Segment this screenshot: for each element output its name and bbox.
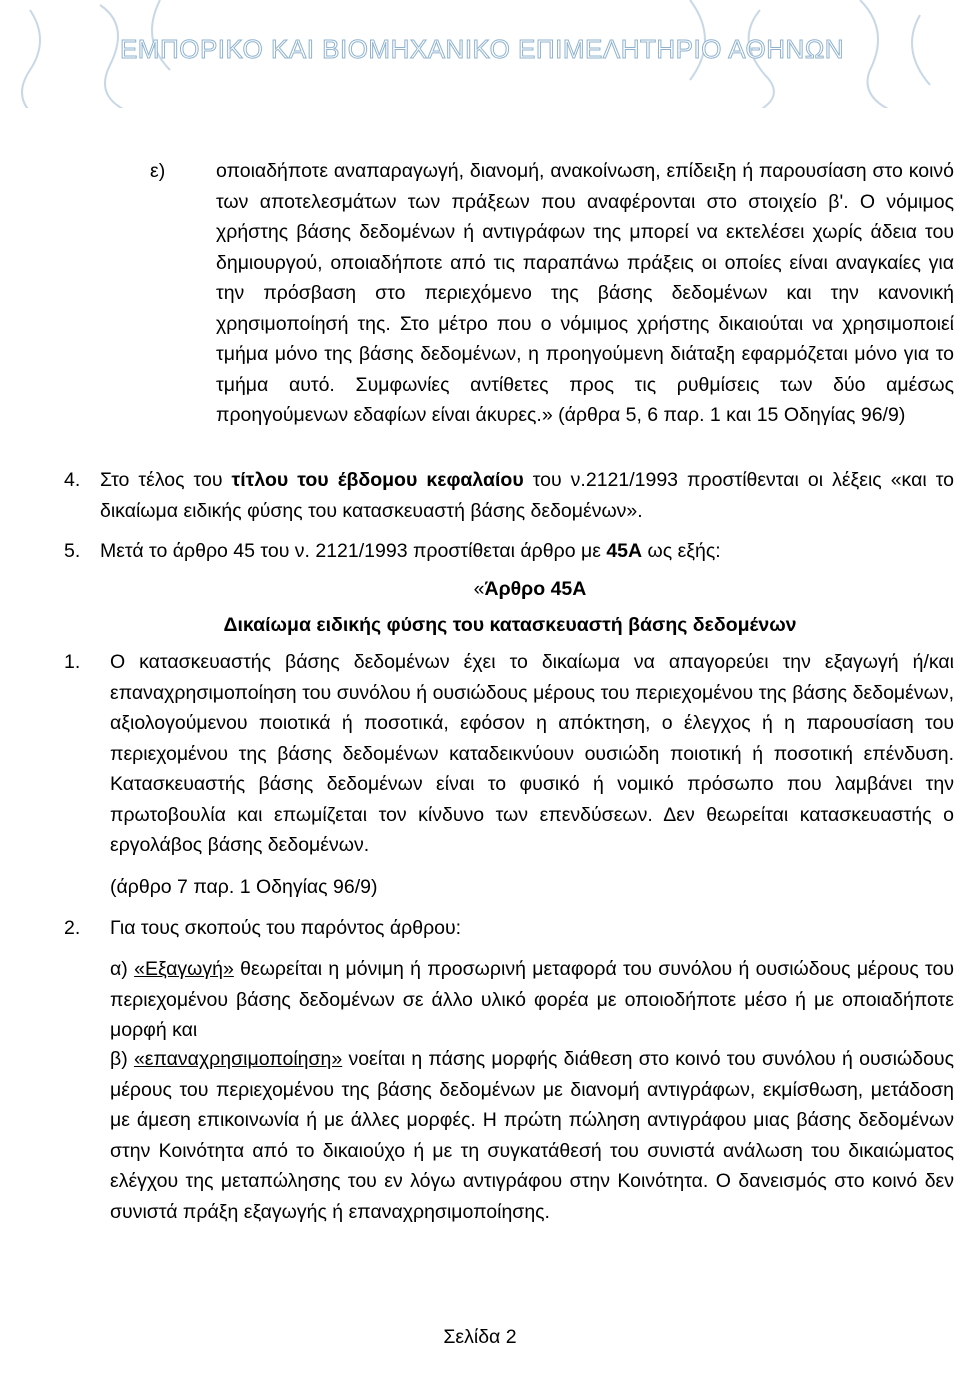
item-5-suffix: ως εξής: [642, 540, 721, 562]
para-1-citation: (άρθρο 7 παρ. 1 Οδηγίας 96/9) [110, 876, 378, 898]
para-2-b-term: «επαναχρησιμοποίηση» [133, 1048, 343, 1070]
para-2-b-text: νοείται η πάσης μορφής διάθεση στο κοινό του συνόλου ή ουσιώδους μέρους του περιεχομένου της βάσης δεδομένων με διανομή αντιγράφων, εκμίσθωση, μετάδοση με άμεση επικοινωνία ή με άλλες μορφές. Η πρώτη πώληση αντιγράφου μιας βάσης δεδομένων στην Κοινότητα από το δικαιούχο ή με τη συγκατάθεσή του συνιστά ανάλωση του δικαιώματος ελέγχου της μεταπώλησης του εν λόγω αντιγράφου στην Κοινότητα. Ο δανεισμός στο κοινό δεν συνιστά πράξη εξαγωγής ή επαναχρησιμοποίησης. [110, 1048, 954, 1223]
item-5-text [100, 536, 954, 567]
para-2-intro: Για τους σκοπούς του παρόντος άρθρου: [110, 917, 462, 939]
article-title-text: Άρθρο 45Α [484, 578, 587, 600]
organization-name: ΕΜΠΟΡΙΚΟ ΚΑΙ ΒΙΟΜΗΧΑΝΙΚΟ ΕΠΙΜΕΛΗΤΗΡΙΟ ΑΘΗΝΩΝ [119, 34, 845, 64]
item-4-text [100, 465, 954, 526]
para-2-a-term: «Εξαγωγή» [134, 958, 234, 980]
item-5-bold: 45Α [606, 540, 643, 562]
item-e-text: οποιαδήποτε αναπαραγωγή, διανομή, ανακοίνωση, επίδειξη ή παρουσίαση στο κοινό των αποτελεσμάτων των πράξεων που αναφέρονται στο στοιχείο β'. Ο νόμιμος χρήστης βάσης δεδομένων ή αντιγράφων της μπορεί να εκτελέσει χωρίς άδεια του δημιουργού, οποιαδήποτε από τις παραπάνω πράξεις οι οποίες είναι αναγκαίες για την πρόσβαση στο περιεχόμενο της βάσης δεδομένων και την κανονική χρησιμοποίησή της. Στο μέτρο που ο νόμιμος χρήστης δικαιούται να χρησιμοποιεί τμήμα μόνο της βάσης δεδομένων, η προηγούμενη διάταξη εφαρμόζεται μόνο για το τμήμα αυτό. Συμφωνίες αντίθετες προς τις ρυθμίσεις των δύο αμέσως προηγούμενων εδαφίων είναι άκυρες.» (άρθρα 5, 6 παρ. 1 και 15 Οδηγίας 96/9) [216, 160, 954, 426]
article-open-quote: « [473, 578, 485, 600]
para-2-label: 2. [64, 917, 81, 939]
letterhead [0, 0, 960, 108]
item-5-prefix: Μετά το άρθρο 45 του ν. 2121/1993 προστίθεται άρθρο με [100, 540, 607, 562]
para-2-a [110, 954, 954, 1046]
item-e-label: ε) [150, 160, 166, 182]
para-2-b-prefix: β) [110, 1048, 134, 1070]
article-subtitle-text: Δικαίωμα ειδικής φύσης του κατασκευαστή βάσης δεδομένων [223, 614, 797, 636]
page-number: Σελίδα 2 [443, 1326, 517, 1348]
para-2-b [110, 1044, 954, 1227]
para-1-label: 1. [64, 651, 81, 673]
item-4-prefix: Στο τέλος του [100, 469, 232, 491]
item-5-label: 5. [64, 540, 81, 562]
item-4-label: 4. [64, 469, 81, 491]
article-subtitle [60, 610, 960, 641]
item-4-suffix: του ν.2121/1993 προστίθενται οι λέξεις «και το δικαίωμα ειδικής φύσης του κατασκευαστή βάσης δεδομένων». [100, 469, 954, 522]
item-4-bold: τίτλου του έβδομου κεφαλαίου [231, 469, 524, 491]
article-title [100, 574, 960, 605]
para-2-a-text: θεωρείται η μόνιμη ή προσωρινή μεταφορά του συνόλου ή ουσιώδους μέρους του περιεχομένου βάσης δεδομένων σε άλλο υλικό φορέα με οποιοδήποτε μέσο ή με οποιαδήποτε μορφή και [110, 958, 954, 1041]
para-2-a-prefix: α) [110, 958, 135, 980]
para-1-text: Ο κατασκευαστής βάσης δεδομένων έχει το δικαίωμα να απαγορεύει την εξαγωγή ή/και επαναχρησιμοποίηση του συνόλου ή ουσιώδους μέρους του περιεχομένου της βάσης δεδομένων, αξιολογούμενου ποιοτικά ή ποσοτικά, εφόσον η απόκτηση, ο έλεγχος ή η παρουσίαση του περιεχομένου της βάσης δεδομένων καταδεικνύουν ουσιώδη ποιοτική ή ποσοτική επένδυση. Κατασκευαστής βάσης δεδομένων είναι το φυσικό ή νομικό πρόσωπο που λαμβάνει την πρωτοβουλία και επωμίζεται τον κίνδυνο των επενδύσεων. Δεν θεωρείται κατασκευαστής ο εργολάβος βάσης δεδομένων. [110, 651, 954, 856]
